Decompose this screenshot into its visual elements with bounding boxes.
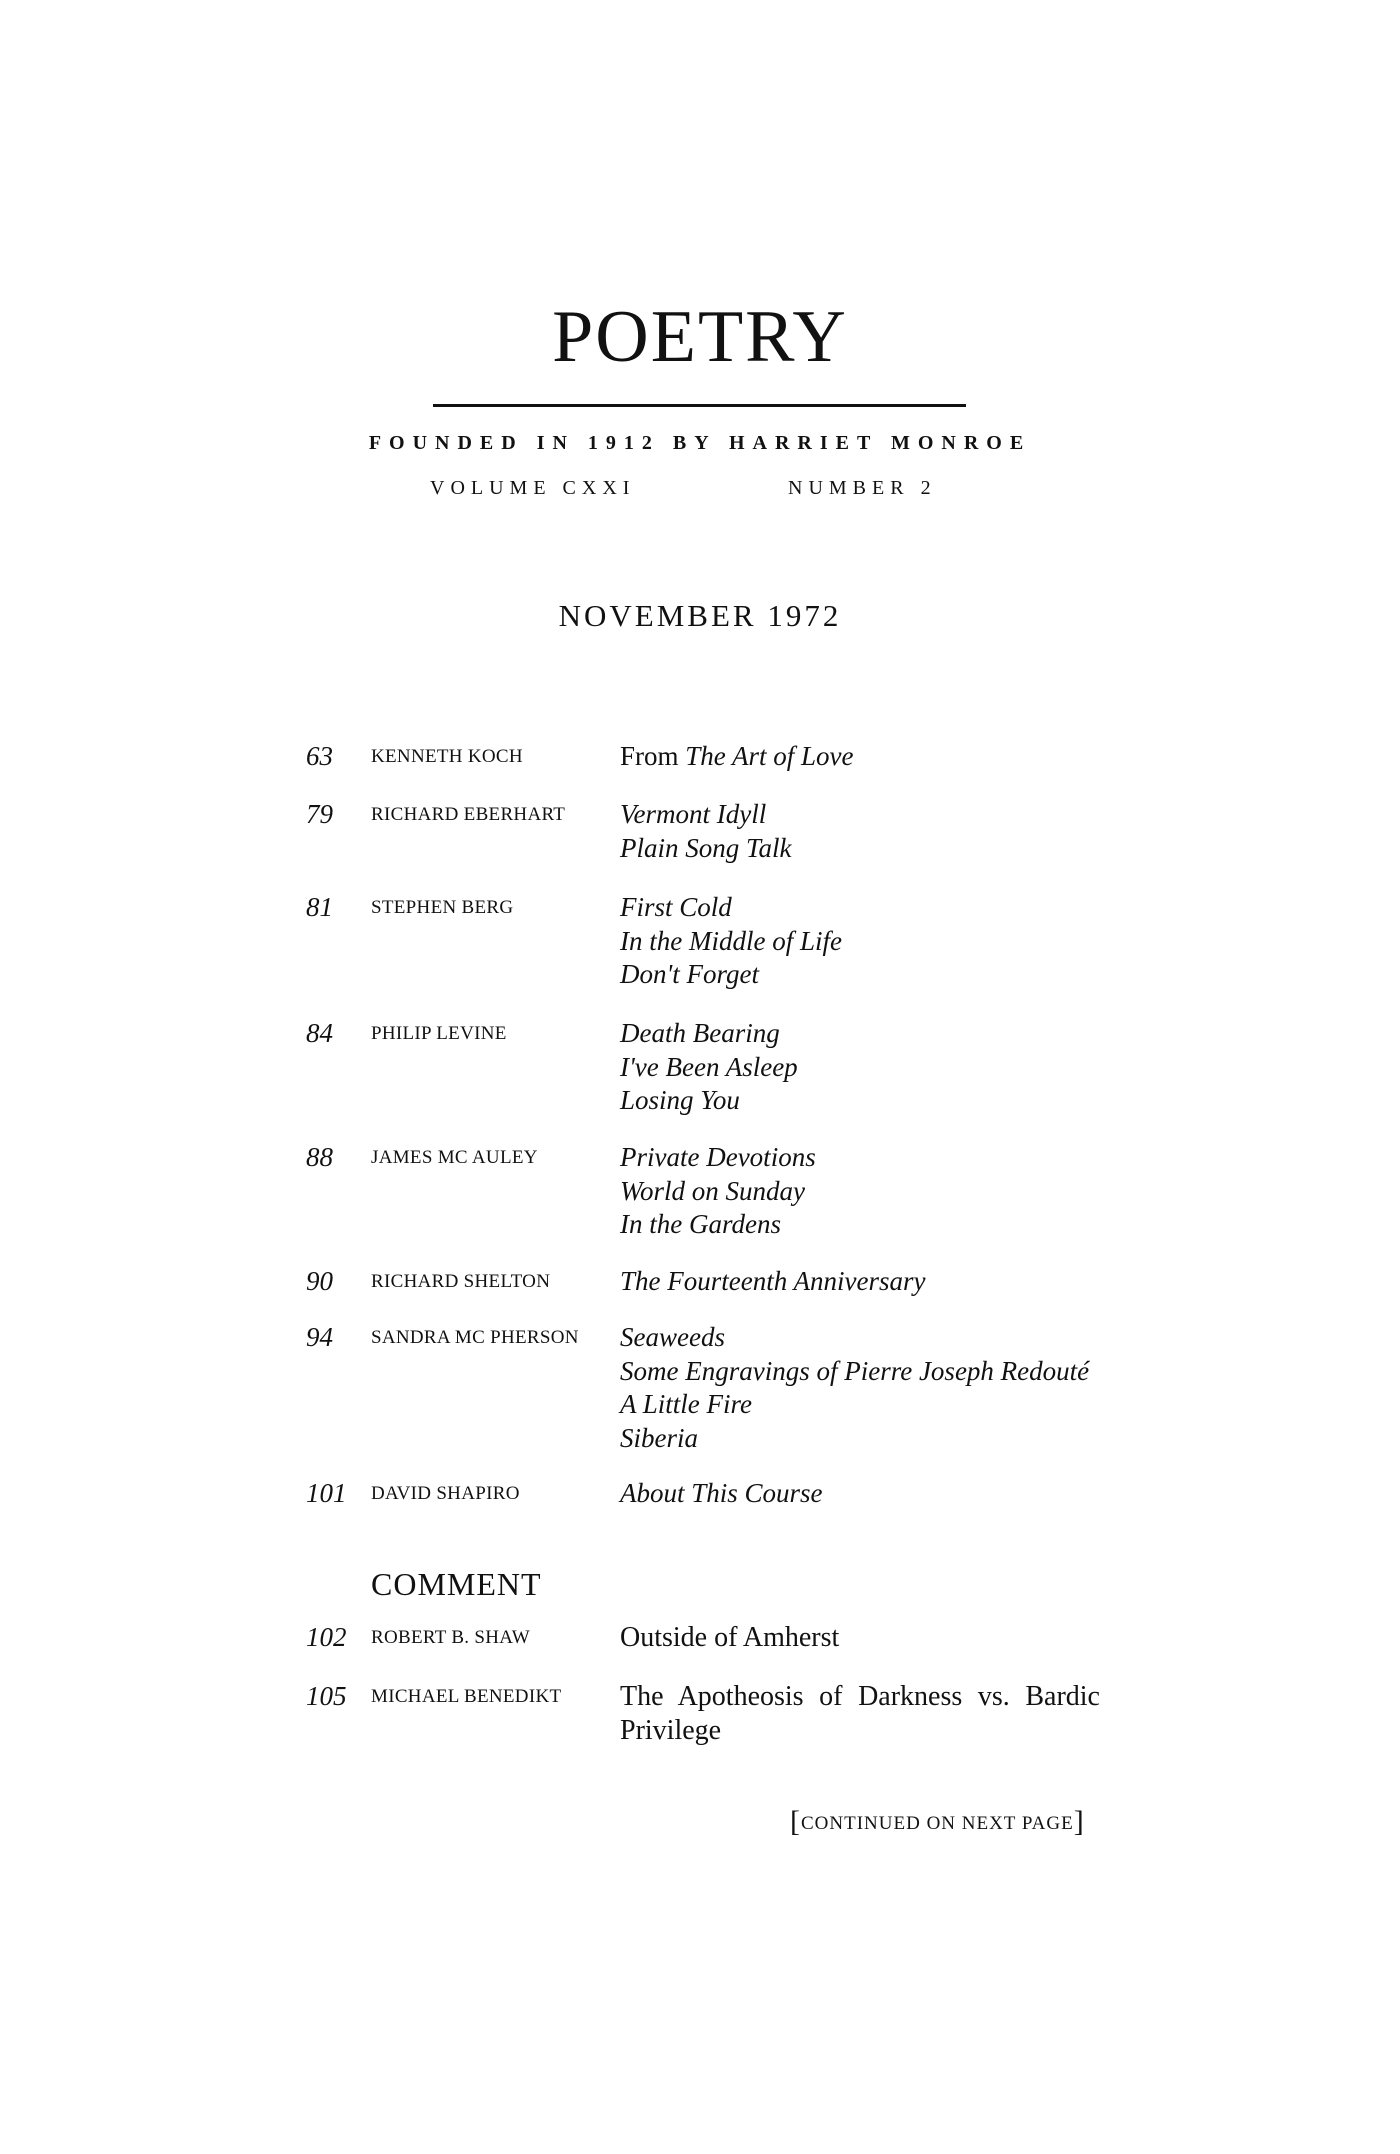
- magazine-title: POETRY: [552, 296, 848, 378]
- work-list: [620, 1680, 1100, 1747]
- continued-note: [790, 1805, 1085, 1839]
- work-list: [620, 1141, 1100, 1242]
- work-title: Losing You: [620, 1085, 740, 1115]
- author-name: STEPHEN BERG: [371, 897, 514, 918]
- page-number: 63: [306, 741, 333, 771]
- work-title: About This Course: [620, 1478, 823, 1508]
- author-name: JAMES MC AULEY: [371, 1147, 538, 1168]
- work-title: Siberia: [620, 1422, 698, 1453]
- work-prefix: From: [620, 741, 686, 771]
- author-name: PHILIP LEVINE: [371, 1023, 507, 1044]
- page-number: 102: [306, 1622, 347, 1652]
- page-number: 88: [306, 1142, 333, 1172]
- work-title: Seaweeds: [620, 1322, 725, 1352]
- work-title: Plain Song Talk: [620, 832, 792, 863]
- author-name: ROBERT B. SHAW: [371, 1627, 531, 1648]
- work-list: [620, 798, 1100, 865]
- work-title: The Apotheosis of Darkness vs. Bardic Privilege: [620, 1681, 1100, 1746]
- work-title: Outside of Amherst: [620, 1622, 840, 1653]
- page-number: 101: [306, 1478, 347, 1508]
- work-title: In the Middle of Life: [620, 925, 842, 956]
- work-list: [620, 1265, 1100, 1299]
- work-title: Some Engravings of Pierre Joseph Redouté: [620, 1355, 1090, 1386]
- work-title: World on Sunday: [620, 1175, 806, 1206]
- work-title: Private Devotions: [620, 1142, 816, 1172]
- work-title: I've Been Asleep: [620, 1051, 798, 1082]
- founded-line: FOUNDED IN 1912 BY HARRIET MONROE: [368, 432, 1032, 454]
- page-number: 94: [306, 1322, 333, 1352]
- volume-label: VOLUME CXXI: [430, 477, 636, 499]
- work-list: [620, 891, 1100, 992]
- work-title: Death Bearing: [620, 1018, 780, 1048]
- close-bracket: ]: [1073, 1805, 1085, 1838]
- author-name: DAVID SHAPIRO: [371, 1483, 520, 1504]
- work-title: Don't Forget: [620, 959, 760, 989]
- number-label: NUMBER 2: [788, 477, 937, 499]
- author-name: KENNETH KOCH: [371, 746, 523, 767]
- page-number: 81: [306, 892, 333, 922]
- author-name: MICHAEL BENEDIKT: [371, 1686, 562, 1707]
- author-name: SANDRA MC PHERSON: [371, 1327, 579, 1348]
- work-list: [620, 1621, 1100, 1655]
- author-name: RICHARD EBERHART: [371, 804, 566, 825]
- work-title: Vermont Idyll: [620, 799, 767, 829]
- page-number: 90: [306, 1266, 333, 1296]
- work-list: [620, 1321, 1100, 1455]
- page-number: 84: [306, 1018, 333, 1048]
- page-number: 105: [306, 1681, 347, 1711]
- continued-text: CONTINUED ON NEXT PAGE: [801, 1813, 1074, 1834]
- work-list: [620, 1017, 1100, 1118]
- work-list: [620, 1477, 1100, 1511]
- work-title: First Cold: [620, 892, 732, 922]
- work-title: The Fourteenth Anniversary: [620, 1266, 926, 1296]
- work-title-text: The Art of Love: [685, 741, 854, 771]
- work-title: A Little Fire: [620, 1389, 752, 1419]
- issue-date: NOVEMBER 1972: [558, 598, 842, 633]
- title-rule: [433, 404, 966, 407]
- work-list: [620, 740, 1100, 774]
- comment-heading: COMMENT: [371, 1566, 542, 1602]
- page-number: 79: [306, 799, 333, 829]
- work-title: [620, 740, 1100, 774]
- author-name: RICHARD SHELTON: [371, 1271, 551, 1292]
- work-title: In the Gardens: [620, 1209, 781, 1239]
- open-bracket: [: [790, 1805, 801, 1838]
